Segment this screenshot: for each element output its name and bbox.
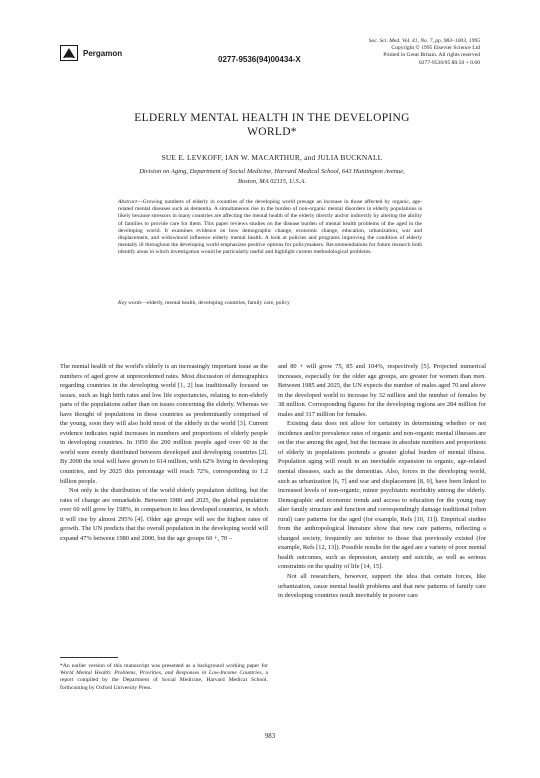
paragraph: Existing data does not allow for certainty in determining whether or not incidence and/or prevalence rates of organic and non-organic mental illnesses are on the rise among the aged, but the increase in absolute numbers and proportions of elderly in populations portends a greater global burden of mental illness. Population aging will result in an inevitable expansion in organic, age-related mental diseases, such as the dementias. Also, forces in the developing world, such as urbanization [6, 7] and war and displacement [8, 9], have been linked to increased levels of non-organic, minor psychiatric morbidity among the elderly. Demographic and economic trends and access to education for the young may alter family structure and function and correspondingly damage traditional (often rural) care patterns for the aged (for example, Refs [10, 11]). Empirical studies from the anthropological literature show that new care patterns, reflecting a changed society, frequently are inferior to those that previously existed (for example, Refs [12, 13]). Possible results for the aged are a variety of poor mental health outcomes, such as depression, anxiety and suicide, as well as serious constraints on the quality of life [14, 15]. bbox=[278, 420, 486, 571]
journal-citation: Soc. Sci. Med. Vol. 41, No. 7, pp. 983–1003, 1995 bbox=[368, 38, 480, 44]
abstract bbox=[118, 199, 422, 257]
abstract-text: —Growing numbers of elderly in countries of the developing world presage an increase in those affected by organic, age-related mental diseases such as dementia. A simultaneous rise in the burden of non-organic mental disorders in elderly populations is likely because stressors in many countries are affecting the mental health of the elderly directly and/or indirectly by altering the ability of families to provide care for them. This paper reviews studies on the disease burden of mental health problems of the aged in the developing world. It examines evidence on how demographic change, economic change, education, urbanization, war and displacement, and widowhood influence elderly mental health. A look at policies and programs improving the condition of elderly mentally ill throughout the developing world emphasizes positive options for policymakers. Recommendations for future research both identify areas in which investigation would be particularly useful and highlight current methodological problems. bbox=[118, 199, 422, 256]
publisher-name: Pergamon bbox=[83, 48, 123, 58]
footnote-text-end: a report compiled by the Department of Social Medicine, Harvard Medical School, forthcoming by Oxford University Press. bbox=[60, 670, 268, 691]
issn-code: 0277-9536(94)00434-X bbox=[218, 55, 301, 64]
paragraph: Not only is the distribution of the world elderly population shifting, but the rates of change are remarkable. Between 1980 and 2025, the global population over 60 will grow by 198%, in comparison to less developed countries, in which it will rise by almost 295% [4]. Older age groups will see the highest rates of growth. The UN predicts that the overall population in the developing world will expand 47% between 1980 and 2000, but the age groups 60 +, 70 – bbox=[60, 487, 268, 542]
footnote bbox=[60, 663, 268, 692]
footnote-report-title: World Mental Health: Problems, Priorities, and Responses in Low-Income Countries, bbox=[60, 670, 263, 677]
keywords bbox=[118, 300, 422, 306]
body-column-left bbox=[60, 362, 268, 543]
footnote-text-start: *An earlier version of this manuscript was presented as a background working paper for bbox=[60, 663, 268, 669]
page-number: 983 bbox=[264, 733, 276, 740]
abstract-label: Abstract bbox=[118, 199, 137, 205]
body-column-right bbox=[278, 362, 486, 601]
affiliation-line-1: Division on Aging, Department of Social Medicine, Harvard Medical School, 643 Huntington Avenue, bbox=[139, 168, 405, 175]
keywords-text: —elderly, mental health, developing countries, family care, policy bbox=[141, 300, 290, 306]
footnote-rule bbox=[60, 657, 118, 658]
keywords-label: Key words bbox=[118, 300, 142, 306]
affiliation-line-2: Boston, MA 02115, U.S.A. bbox=[237, 177, 306, 185]
publisher-logo bbox=[60, 42, 170, 64]
title-line-2: WORLD* bbox=[247, 126, 297, 138]
affiliation bbox=[90, 167, 454, 186]
paragraph: Not all researchers, however, support the idea that certain forces, like urbanization, cause mental health problems and that new patterns of family care in developing countries result inevitably in poorer care bbox=[278, 573, 486, 600]
price-line: 0277-9536/95 $9.50 + 0.00 bbox=[418, 59, 480, 66]
journal-info bbox=[369, 38, 480, 67]
paragraph: The mental health of the world's elderly is an increasingly important issue as the numbers of aged grow at unprecedented rates. Most discussion of demographics regarding countries in the developing world [1, 2] has traditionally focused on issues, such as high birth rates and low life expectancies, relating to non-elderly parts of the populations rather than on issues concerning the elderly. Whereas we have thought of populations in these countries as predominantly comprised of the young, soon they will also hold most of the elderly in the world [3]. Current evidence indicates rapid increases in numbers and proportions of elderly people in developing countries. In 1950 the 200 million people aged over 60 in the world were evenly distributed between developed and developing countries [2]. By 2000 the total will have grown to 614 million, with 62% living in developing countries, and by 2025 this percentage will reach 72%, corresponding to 1.2 billion people. bbox=[60, 363, 268, 485]
copyright-line: Copyright © 1995 Elsevier Science Ltd bbox=[391, 45, 480, 52]
title-line-1: ELDERLY MENTAL HEALTH IN THE DEVELOPING bbox=[134, 112, 410, 124]
article-title bbox=[60, 111, 484, 139]
paragraph: and 80 + will grow 75, 85 and 104%, respectively [5]. Projected numerical increases, especially for the older age groups, are greater for women than men. Between 1985 and 2025, the UN expects the number of males aged 70 and above in the developed world to increase by 32 million and the number of females by 38 million. Corresponding figures for the developing regions are 284 million for males and 317 million for females. bbox=[278, 363, 486, 418]
pergamon-logo-icon bbox=[60, 45, 78, 61]
author-list: SUE E. LEVKOFF, IAN W. MACARTHUR, and JULIA BUCKNALL bbox=[161, 153, 383, 162]
printed-line: Printed in Great Britain. All rights reserved bbox=[383, 52, 480, 59]
